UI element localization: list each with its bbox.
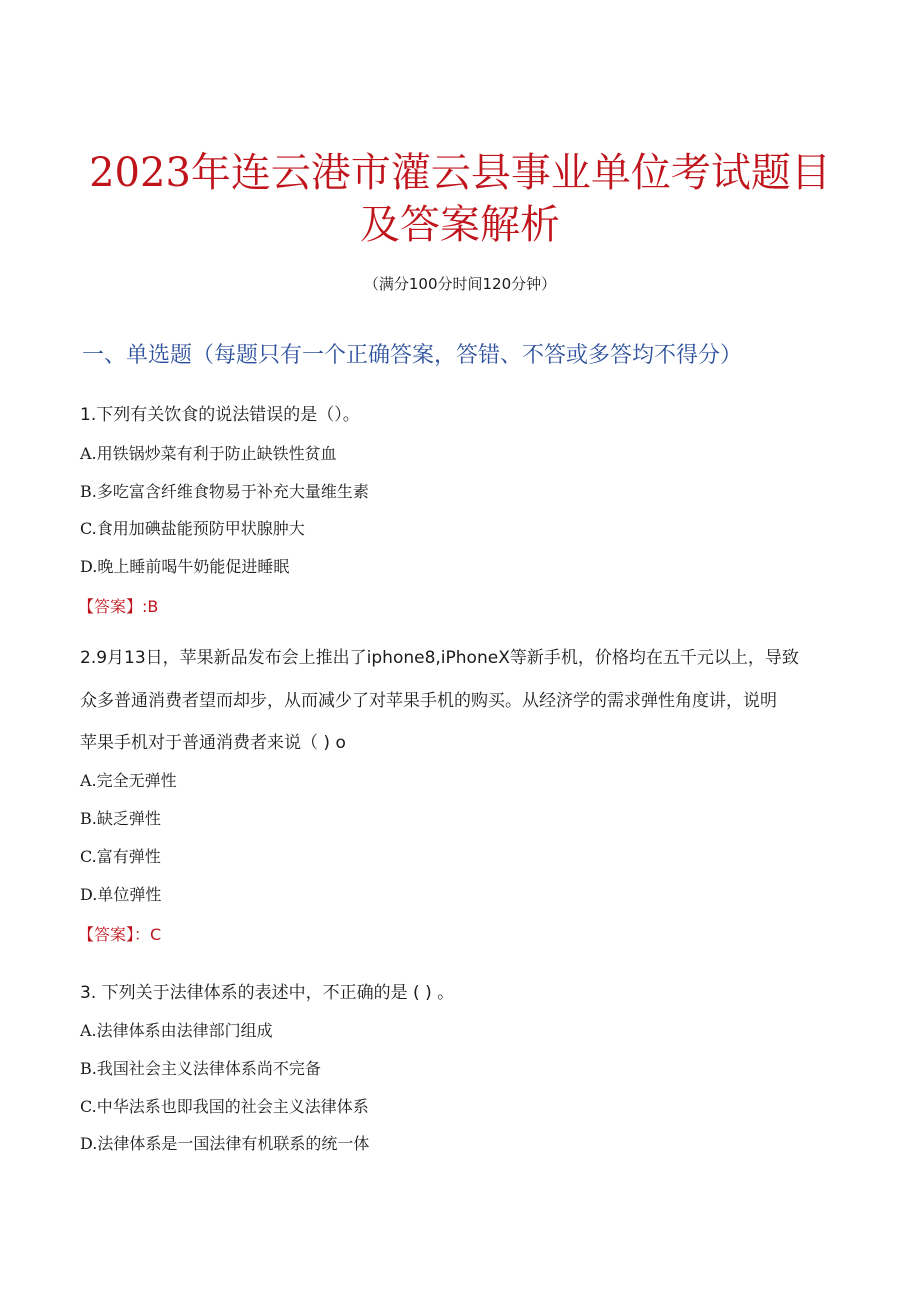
question-2-text-line-1: 2.9月13日，苹果新品发布会上推出了iphone8,iPhoneX等新手机，价格均在五千元以上，导致 [80, 648, 799, 668]
question-2-option-b: B.缺乏弹性 [80, 809, 161, 828]
question-1-option-a: A.用铁锅炒菜有利于防止缺铁性贫血 [80, 444, 337, 463]
question-2-option-a: A.完全无弹性 [80, 771, 177, 790]
question-1-answer: 【答案】:B [78, 597, 159, 616]
question-3-text: 3. 下列关于法律体系的表述中，不正确的是 ( ) 。 [80, 983, 455, 1003]
question-2-option-c: C.富有弹性 [80, 847, 161, 866]
document-title-line-2: 及答案解析 [360, 202, 560, 248]
question-1-option-c: C.食用加碘盐能预防甲状腺肿大 [80, 519, 305, 538]
exam-subtitle: （满分100分时间120分钟） [363, 275, 557, 293]
document-title-line-1: 2023年连云港市灌云县事业单位考试题目 [89, 150, 831, 196]
question-3-option-b: B.我国社会主义法律体系尚不完备 [80, 1059, 321, 1078]
question-1-option-b: B.多吃富含纤维食物易于补充大量维生素 [80, 482, 369, 501]
question-1-text: 1.下列有关饮食的说法错误的是（）。 [80, 405, 360, 425]
question-2-answer: 【答案】：C [78, 925, 162, 944]
question-3-option-c: C.中华法系也即我国的社会主义法律体系 [80, 1097, 369, 1116]
question-1-option-d: D.晚上睡前喝牛奶能促进睡眠 [80, 557, 290, 576]
question-2-text-line-2: 众多普通消费者望而却步，从而减少了对苹果手机的购买。从经济学的需求弹性角度讲，说明 [80, 691, 777, 711]
question-3-option-d: D.法律体系是一国法律有机联系的统一体 [80, 1134, 370, 1153]
question-2-text-line-3: 苹果手机对于普通消费者来说（ ) o [80, 733, 346, 753]
section-heading: 一、单选题（每题只有一个正确答案，答错、不答或多答均不得分） [82, 343, 743, 368]
question-2-option-d: D.单位弹性 [80, 885, 162, 904]
question-3-option-a: A.法律体系由法律部门组成 [80, 1021, 273, 1040]
